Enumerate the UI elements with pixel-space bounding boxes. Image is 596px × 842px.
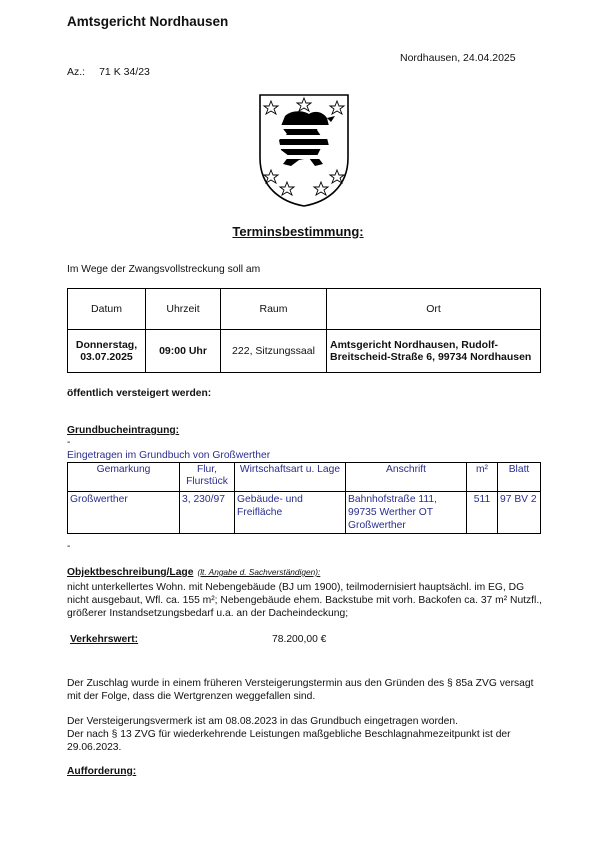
column-header: Ort: [327, 289, 541, 330]
objekt-description: nicht unterkellertes Wohn. mit Nebengebäude (BJ um 1900), teilmodernisiert hauptsächl. im EG, DG nicht ausgebaut, Wfl. ca. 155 m²; Nebengebäude ehem. Backstube mit vorh. Backofen ca. 37 m² Nutzfl., größerer Instandsetzungsbedarf u.a. an der Dacheindeckung;: [67, 582, 543, 619]
column-header: Datum: [68, 289, 146, 330]
objekt-title: Objektbeschreibung/Lage: [67, 567, 194, 578]
table-row: [68, 492, 541, 534]
column-header: Wirtschaftsart u. Lage: [235, 463, 346, 492]
table-header-row: [68, 289, 541, 330]
location-cell: Amtsgericht Nordhausen, Rudolf-Breitscheid-Straße 6, 99734 Nordhausen: [327, 330, 541, 373]
table-cell: 97 BV 2: [498, 492, 541, 534]
table-cell: Großwerther: [68, 492, 180, 534]
column-header: Gemarkung: [68, 463, 180, 492]
section-title-grundbuch: Grundbucheintragung:: [67, 425, 180, 436]
paragraph-vermerk: [67, 715, 547, 754]
column-header: Blatt: [498, 463, 541, 492]
file-number: [67, 66, 150, 78]
court-name: Amtsgericht Nordhausen: [67, 14, 229, 29]
auction-statement: öffentlich versteigert werden:: [67, 388, 212, 399]
column-header: Flur, Flurstück: [180, 463, 235, 492]
section-title-objekt: [67, 567, 320, 578]
az-label: Az.:: [67, 66, 86, 78]
page-title: Terminsbestimmung:: [232, 224, 364, 239]
date-cell: Donnerstag, 03.07.2025: [68, 330, 146, 373]
paragraph-line: Der nach § 13 ZVG für wiederkehrende Leistungen maßgebliche Beschlagnahmezeitpunkt ist der 29.06.2023.: [67, 729, 511, 753]
column-header: Raum: [221, 289, 327, 330]
paragraph-zuschlag: Der Zuschlag wurde in einem früheren Versteigerungstermin aus den Gründen des § 85a ZVG versagt mit der Folge, dass die Wertgrenzen weggefallen sind.: [67, 678, 534, 702]
az-value: 71 K 34/23: [99, 66, 150, 78]
appointment-table: [67, 288, 541, 373]
table-header-row: [68, 463, 541, 492]
objekt-note: (lt. Angabe d. Sachverständigen):: [197, 567, 321, 577]
verkehrswert-label: Verkehrswert:: [70, 634, 139, 645]
time-cell: 09:00 Uhr: [146, 330, 221, 373]
table-cell: Bahnhofstraße 111, 99735 Werther OT Großwerther: [346, 492, 467, 534]
section-title-aufforderung: Aufforderung:: [67, 766, 137, 777]
table-cell: 511: [467, 492, 498, 534]
column-header: m²: [467, 463, 498, 492]
column-header: Anschrift: [346, 463, 467, 492]
verkehrswert-value: 78.200,00 €: [272, 634, 327, 645]
separator-dash: -: [67, 541, 71, 552]
thuringia-coat-of-arms-icon: [257, 92, 351, 208]
grundbuch-table: [67, 462, 541, 534]
grundbuch-subtitle: Eingetragen im Grundbuch von Großwerther: [67, 450, 271, 461]
table-cell: 3, 230/97: [180, 492, 235, 534]
column-header: Uhrzeit: [146, 289, 221, 330]
room-cell: 222, Sitzungssaal: [221, 330, 327, 373]
table-row: [68, 330, 541, 373]
separator-dash: -: [67, 437, 71, 448]
place-date: Nordhausen, 24.04.2025: [400, 52, 516, 64]
table-cell: Gebäude- und Freifläche: [235, 492, 346, 534]
intro-text: Im Wege der Zwangsvollstreckung soll am: [67, 264, 261, 275]
paragraph-line: Der Versteigerungsvermerk ist am 08.08.2023 in das Grundbuch eingetragen worden.: [67, 716, 458, 727]
